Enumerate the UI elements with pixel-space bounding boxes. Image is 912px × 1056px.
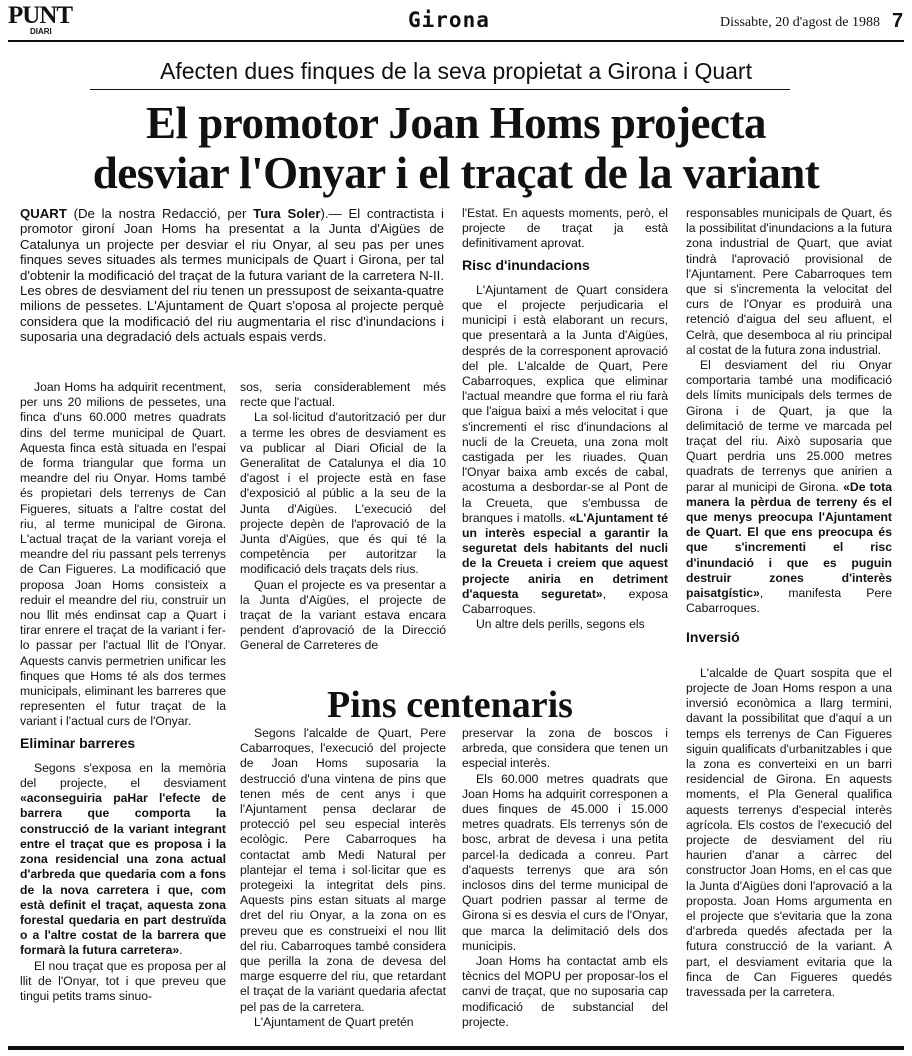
footer-rule	[8, 1046, 904, 1050]
dateline: Dissabte, 20 d'agost de 1988	[720, 15, 881, 30]
newspaper-logo-sub: DIARI	[30, 27, 52, 36]
masthead-rule	[8, 40, 904, 42]
section-name: Girona	[408, 8, 490, 32]
body-paragraph: L'Ajuntament de Quart pretén	[254, 1014, 414, 1029]
body-paragraph: Joan Homs ha adquirit recentment, per uns 20 milions de pessetes, una finca d'uns 60.000 metres quadrats dins del terme municipal de Quart. Aquesta finca està situada en l'espai de forma triangular que forma un meandre del riu Onyar. Homs també és propietari dels terrenys de Can Figueres, situats a l'altre costat del riu, al terme municipal de Girona. L'actual traçat de la variant voreja el meandre del riu passant pels terrenys de Can Figueres. La modificació que proposa Joan Homs consisteix a reduir el meandre del riu, construir un nou llit més endinsat cap a Quart i tirar enrere el traçat de la variant i fer-lo passar per l'actual llit de l'Onyar. Aquests canvis permetrien unificar les finques que Homs té als dos termes municipals, eliminant les barreres que representen el futur traçat de la variant i l'actual curs de l'Onyar.	[20, 380, 226, 729]
column-6	[462, 726, 668, 1030]
lead-credit-post: ).—	[320, 206, 349, 221]
quote: «De tota manera la pèrdua de terreny és el que menys preocupa l'Ajuntament de Quart. El que ens preocupa és que s'incrementi el risc d'inundació i que es puguin destruir zones d'interès paisatgístic»	[686, 479, 892, 601]
body-paragraph: El desviament del riu Onyar comportaria també una modificació dels límits municipals dels termes de Girona i de Quart, ja que la delimitació de terme ve marcada pel traçat del riu. Això suposaria que Quart perdria uns 25.000 metres quadrats de terrenys que anirien a parar al municipi de Girona. «De tota manera la pèrdua de terreny és el que menys preocupa l'Ajuntament de Quart. El que ens preocupa és que s'incrementi el risc d'inundació i que es puguin destruir zones d'interès paisatgístic», manifesta Pere Cabarroques.	[686, 358, 892, 616]
subhead-rule	[90, 89, 790, 90]
masthead	[8, 4, 904, 40]
lead-place: QUART	[20, 206, 67, 221]
page-number: 7	[892, 10, 904, 32]
column-3	[462, 206, 668, 632]
body-paragraph: Segons s'exposa en la memòria del projecte, el desviament «aconseguiria paHar l'efecte de barrera que comporta la construcció de la variant integrant entre el traçat que es proposa i la zona residencial una zona actual d'arbreda que quedaria com a fons de la nova carretera i que, com està definit el traçat, aquesta zona forestal quedaria en part destruïda o a l'altre costat de la barrera que formarà la futura carretera».	[20, 760, 226, 958]
body-paragraph: L'Ajuntament de Quart considera que el projecte perjudicaria el municipi i està elaborant un recurs, que presentarà a la Junta d'Aigües, després de la corresponent aprovació del ple. L'alcalde de Quart, Pere Cabarroques, explica que eliminar l'actual meandre que forma el riu farà que l'aigua baixi a més velocitat i que s'incrementi el risc d'inundacions al nucli de la Creueta, una zona molt castigada per les riuades. Quan l'Onyar baixa amb excés de cabal, acostuma a desbordar-se al Pont de la Creueta, que s'embussa de branques i matolls. «L'Ajuntament té un interès especial a garantir la seguretat dels habitants del nucli de la Creueta i creiem que aquest projecte aniria en detriment d'aquesta seguretat», exposa Cabarroques.	[462, 282, 668, 617]
subheading-eliminar-barreres: Eliminar barreres	[20, 734, 136, 751]
subheading-inversio: Inversió	[686, 629, 740, 646]
body-paragraph: La sol·licitud d'autorització per dur a terme les obres de desviament es va publicar al Diari Oficial de la Generalitat de Catalunya el dia 10 d'agost i el projecte està en fase d'exposició al públic a la seu de la Junta d'Aigües. L'execució del projecte depèn de l'aprovació de la Junta d'Aigües, que és qui té la competència per autoritzar la modificació dels traçats dels rius.	[240, 410, 446, 577]
body-paragraph: responsables municipals de Quart, és la possibilitat d'inundacions a la futura zona industrial de Quart, que aviat tindrà l'aprovació provisional de l'Ajuntament. Pere Cabarroques tem que si s'incrementa la velocitat del curs de l'Onyar es produirà una retenció d'aigua del seu afluent, el Celrà, que desemboca al riu principal al costat de la futura zona industrial.	[686, 206, 892, 357]
lead-credit-pre: (De la nostra Redacció, per	[66, 206, 254, 221]
body-paragraph: Un altre dels perills, segons els	[476, 617, 645, 632]
body-paragraph: Segons l'alcalde de Quart, Pere Cabarroques, l'execució del projecte de Joan Homs suposaria la destrucció d'una vintena de pins que tenen més de cent anys i que l'Ajuntament pensa declarar de protecció pel seu especial interès ecològic. Pere Cabarroques ha contactat amb Medi Natural per plantejar el tema i sol·licitar que es protegeixi la integritat dels pins. Aquests pins estan situats al marge dret del riu Onyar, a la zona on es preveu que es construeixi el nou llit del riu. Cabarroques també considera que perilla la zona de devesa del marge esquerre del riu, que retardant el traçat de la variant quedaria afectat pel pas de la carretera.	[240, 726, 446, 1014]
body-paragraph: preservar la zona de boscos i arbreda, que considera que tenen un especial interès.	[462, 726, 668, 771]
article-subhead: Afecten dues finques de la seva propietat a Girona i Quart	[160, 58, 752, 84]
quote: «aconseguiria paHar l'efecte de barrera que comporta la construcció de la variant integrant entre el traçat que es proposa i la zona residencial una zona actual d'arbreda que quedaria com a fons de la nova carretera i que, com està definit el traçat, aquesta zona forestal quedaria en part destruïda o a l'altre costat de la barrera que formarà la futura carretera»	[20, 791, 226, 958]
body-paragraph: Els 60.000 metres quadrats que Joan Homs ha adquirit corresponen a dues finques de 45.000 i 15.000 metres quadrats. Els terrenys són de bosc, arbrat de devesa i una petita parcel·la dedicada a conreu. Part d'aquests terrenys que ara són inclosos dins del terme municipal de Quart podrien passar al terme de Girona si es desvia el curs de l'Onyar, que marca la delimitació dels dos municipis.	[462, 771, 668, 953]
newspaper-logo: PUNT	[8, 2, 73, 29]
headline-line-1: El promotor Joan Homs projecta	[146, 98, 766, 148]
column-1	[20, 380, 226, 1004]
column-5	[240, 726, 446, 1030]
headline-line-2: desviar l'Onyar i el traçat de la variant	[92, 148, 820, 198]
body-paragraph: L'alcalde de Quart sospita que el projecte de Joan Homs respon a una inversió econòmica a llarg termini, davant la possibilitat que d'aquí a un temps els terrenys de Can Figueres siguin qualificats d'urbanitzables i que la zona es converteixi en un barri residencial de Girona. En aquests moments, el Pla General qualifica aquests terrenys d'especial interès agrícola. Els costos de l'execució del projecte de desviament del riu haurien d'anar a càrrec del constructor Joan Homs, en el cas que la Junta d'Aigües doni l'aprovació a la proposta. Joan Homs argumenta en el projecte que s'evitaria que la zona d'arbreda quedés afectada per la futura construcció de la variant. A part, el desviament evitaria que la finca de Can Figueres quedés travessada per la carretera.	[686, 665, 892, 999]
body-paragraph: sos, seria considerablement més recte que l'actual.	[240, 380, 446, 410]
body-paragraph: l'Estat. En aquests moments, però, el projecte de traçat ja està definitivament aprovat.	[462, 206, 668, 251]
lead-author: Tura Soler	[253, 206, 321, 221]
quote: «L'Ajuntament té un interès especial a garantir la seguretat dels habitants del nucli de la Creueta i creiem que aquest projecte aniria en detriment d'aquesta seguretat»	[462, 510, 668, 601]
body-paragraph: Quan el projecte es va presentar a la Junta d'Aigües, el projecte de traçat de la variant estava encara pendent d'aprovació de la Direcció General de Carreteres de	[240, 577, 446, 653]
crosshead-pins-centenaris: Pins centenaris	[327, 684, 573, 726]
column-4	[686, 206, 892, 1000]
article-headline	[0, 98, 912, 198]
body-paragraph: El nou traçat que es proposa per al llit de l'Onyar, tot i que preveu que tingui petits trams sinuo-	[20, 958, 226, 1003]
body-paragraph: Joan Homs ha contactat amb els tècnics del MOPU per proposar-los el canvi de traçat, que no suposaria cap modificació de substancial del projecte.	[462, 954, 668, 1029]
column-2	[240, 380, 446, 654]
lead-text: El contractista i promotor gironí Joan Homs ha presentat a la Junta d'Aigües de Catalunya un projecte per desviar el riu Onyar, al seu pas per unes finques seves situades als termes municipals de Quart i Girona, per tal d'obtenir la modificació del traçat de la futura variant de la carretera N-II. Les obres de desviament del riu tenen un pressupost de seixanta-quatre milions de pessetes. L'Ajuntament de Quart s'oposa al projecte perquè considera que la modificació del riu augmentaria el risc d'inundacions i suposaria una degradació dels actuals espais verds.	[20, 206, 444, 345]
lead-paragraph	[20, 206, 444, 345]
subheading-risc-inundacions: Risc d'inundacions	[462, 256, 590, 273]
